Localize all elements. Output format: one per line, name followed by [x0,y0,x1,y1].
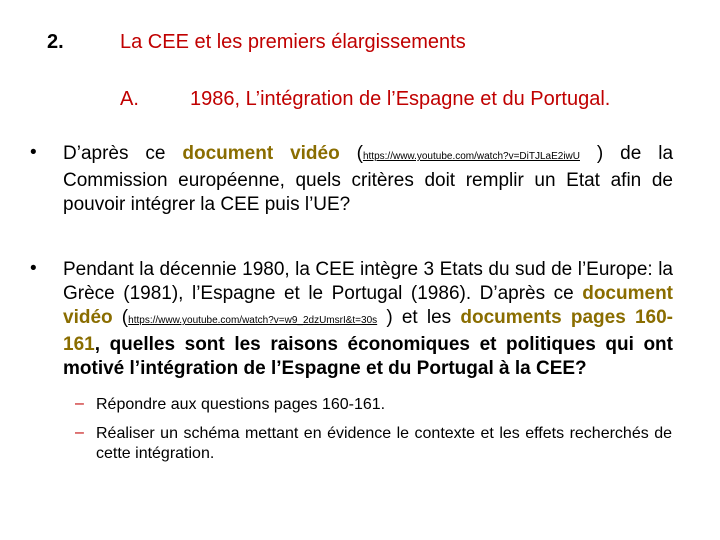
paren-close: ) [580,143,621,164]
bullet-1-pre: D’après ce [63,143,183,164]
heading-title: La CEE et les premiers élargissements [120,31,466,53]
bullet-2-question: , quelles sont les raisons économiques et politiques qui ont motivé l’intégration de l’Espagne et du Portugal à la CEE? [63,334,673,379]
task-item: Réaliser un schéma mettant en évidence le contexte et les effets recherchés de cette intégration. [96,425,672,462]
paren-open: ( [112,307,129,328]
task-item: Répondre aux questions pages 160-161. [96,396,386,413]
video-highlight: document vidéo [63,283,673,328]
bullet-2-mid: et les [401,307,461,328]
task-dash: – [75,395,84,412]
bullet-marker: • [30,258,37,279]
subheading-title: 1986, L’intégration de l’Espagne et du Portugal. [190,88,611,110]
documents-highlight: documents pages 160-161 [63,307,674,355]
video-highlight: document vidéo [182,143,340,164]
bullet-1-post: de la Commission européenne, quels critères doit remplir un Etat afin de pouvoir intégrer la CEE puis l’UE? [63,143,674,215]
task-dash: – [75,424,84,441]
video-link-1[interactable]: https://www.youtube.com/watch?v=DiTJLaE2iwU [362,151,580,162]
paren-close: ) [377,307,402,328]
bullet-marker: • [30,142,37,163]
video-link-2[interactable]: https://www.youtube.com/watch?v=w9_2dzUmsrI&t=30s [128,315,378,326]
paren-open: ( [339,143,363,164]
bullet-2-paragraph [63,258,673,381]
heading-number: 2. [47,31,64,53]
bullet-1-paragraph [63,142,673,217]
subheading-letter: A. [120,88,139,110]
bullet-2-pre: Pendant la décennie 1980, la CEE intègre 3 Etats du sud de l’Europe: la Grèce (1981), l’Espagne et le Portugal (1986). D’après ce [63,259,673,304]
